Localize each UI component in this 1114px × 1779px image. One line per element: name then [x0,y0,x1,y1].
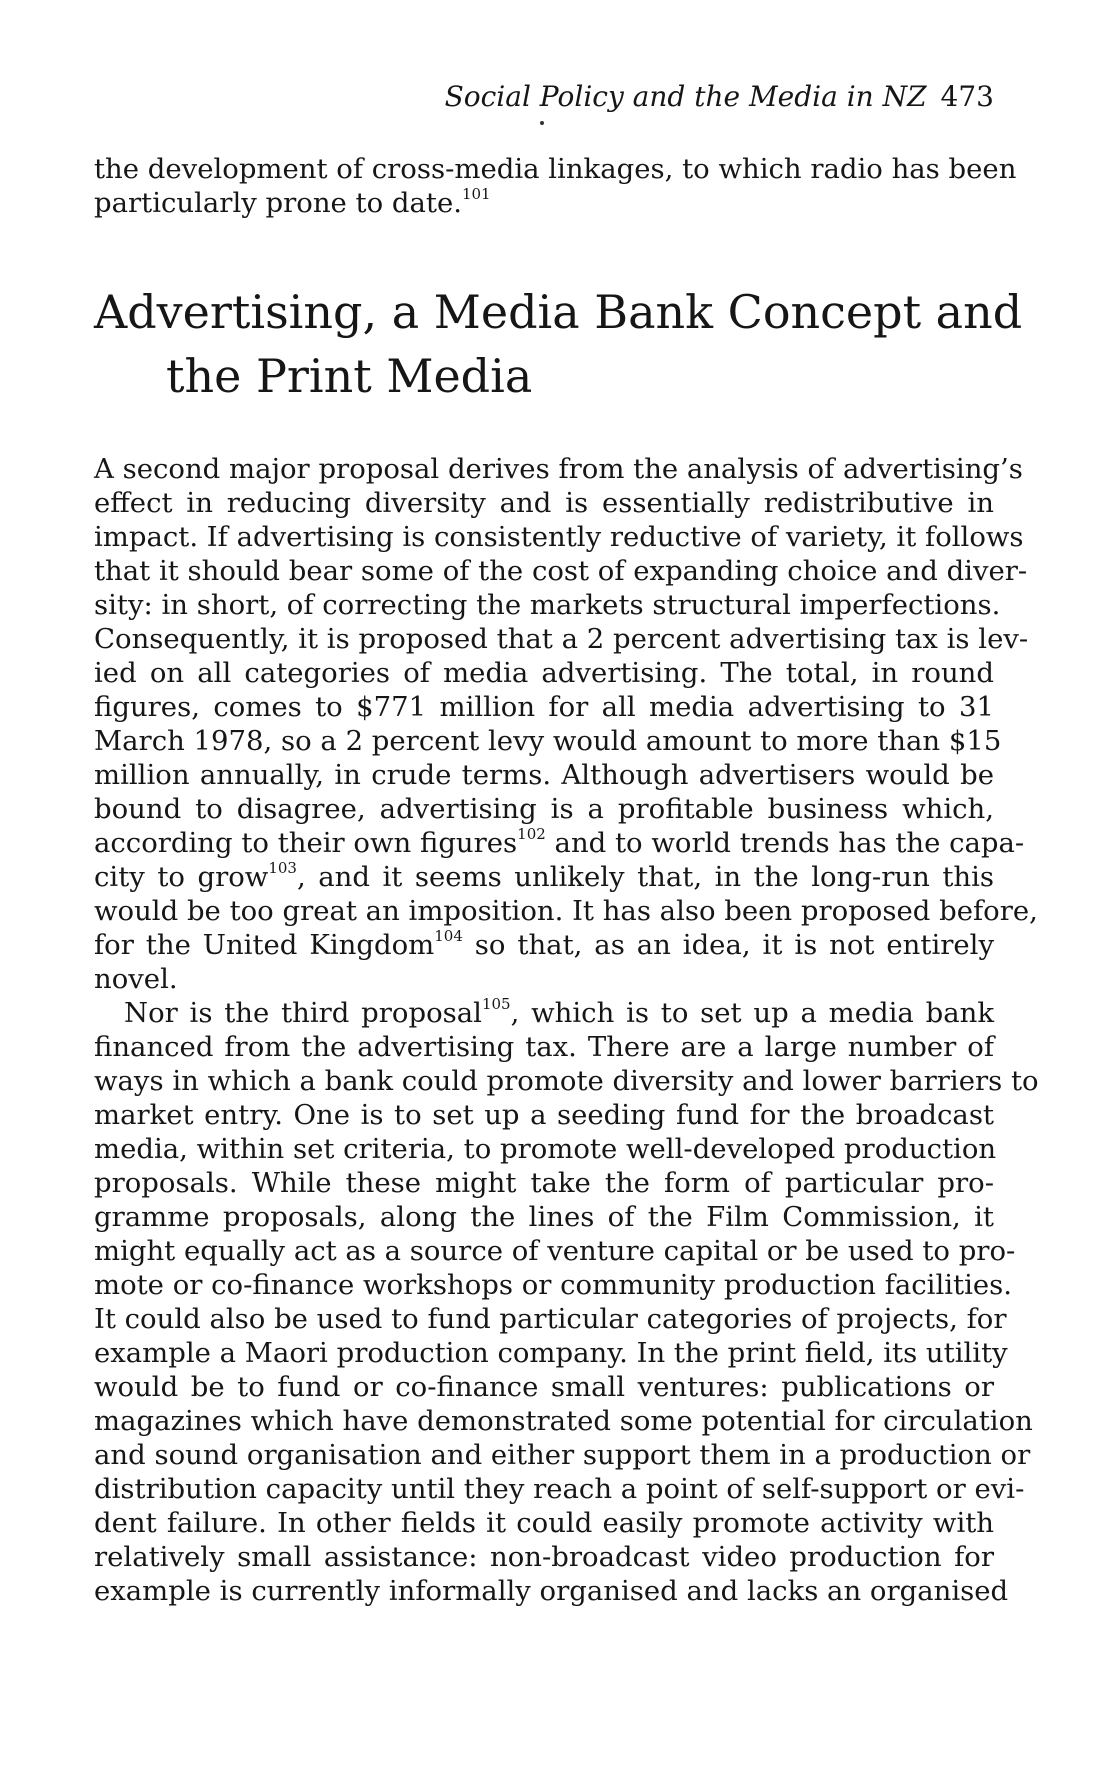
text-fragment: particularly prone to date. [94,187,462,219]
text-fragment: city to grow [94,861,269,893]
heading-line-2: the Print Media [166,349,533,403]
footnote-ref-105: 105 [481,995,511,1013]
text-line: effect in reducing diversity and is essentially redistributive in [94,487,994,519]
text-line: sity: in short, of correcting the markets structural imperfections. [94,589,1001,621]
paragraph-media-bank [94,995,1039,1608]
text-line [94,860,994,894]
text-line: magazines which have demonstrated some potential for circulation [94,1405,1033,1437]
text-line: dent failure. In other fields it could easily promote activity with [94,1507,994,1539]
book-page [94,80,1039,1608]
text-line: media, within set criteria, to promote well-developed production [94,1133,997,1165]
text-line: novel. [94,963,178,995]
text-line: market entry. One is to set up a seeding fund for the broadcast [94,1099,994,1131]
text-line: distribution capacity until they reach a point of self-support or evi- [94,1473,1025,1505]
text-line: million annually, in crude terms. Although advertisers would be [94,759,994,791]
text-line: relatively small assistance: non-broadcast video production for [94,1541,994,1573]
text-line: March 1978, so a 2 percent levy would amount to more than $15 [94,725,1002,757]
text-line [94,186,994,220]
text-line: ied on all categories of media advertising. The total, in round [94,657,994,689]
text-line: financed from the advertising tax. There are a large number of [94,1031,994,1063]
footnote-ref-101: 101 [461,185,491,203]
footnote-ref-102: 102 [517,825,546,843]
text-fragment: , which is to set up a media bank [510,997,994,1029]
carryover-paragraph [94,152,1017,220]
text-line [94,928,994,962]
text-line: figures, comes to $771 million for all media advertising to 31 [94,691,994,723]
text-line: that it should bear some of the cost of expanding choice and diver- [94,555,1028,587]
text-line: would be to fund or co-finance small ventures: publications or [94,1371,994,1403]
running-head [94,80,994,120]
text-line: the development of cross-media linkages, to which radio has been [94,153,1017,185]
text-fragment: so that, as an idea, it is not entirely [462,929,994,961]
text-line: Consequently, it is proposed that a 2 percent advertising tax is lev- [94,623,1029,655]
text-line: might equally act as a source of venture capital or be used to pro- [94,1235,1016,1267]
text-line: bound to disagree, advertising is a profitable business which, [94,793,994,825]
text-line: A second major proposal derives from the analysis of advertising’s [94,453,1023,485]
text-line: and sound organisation and either support them in a production or [94,1439,1031,1471]
text-fragment: Nor is the third proposal [124,997,482,1029]
text-fragment: according to their own figures [94,827,518,859]
text-line [94,996,994,1030]
text-line: impact. If advertising is consistently reductive of variety, it follows [94,521,1024,553]
text-fragment: for the United Kingdom [94,929,435,961]
paragraph-advertising-tax [94,452,1038,996]
text-line: example is currently informally organised and lacks an organised [94,1575,1009,1607]
text-line [94,825,1025,860]
text-line: gramme proposals, along the lines of the Film Commission, it [94,1201,994,1233]
text-fragment: and to world trends has the capa- [545,827,1025,859]
section-heading [94,280,1023,408]
running-head-title: Social Policy and the Media in NZ [444,80,927,113]
text-line: example a Maori production company. In the print field, its utility [94,1337,1008,1369]
page-number: 473 [940,80,994,113]
text-line: would be too great an imposition. It has also been proposed before, [94,895,1038,927]
text-fragment: , and it seems unlikely that, in the long-run this [296,861,994,893]
text-line: proposals. While these might take the form of particular pro- [94,1167,994,1199]
text-line: mote or co-finance workshops or community production facilities. [94,1269,1013,1301]
footnote-ref-104: 104 [434,927,463,945]
footnote-ref-103: 103 [268,859,297,877]
text-line: It could also be used to fund particular categories of projects, for [94,1303,1007,1335]
heading-line-1: Advertising, a Media Bank Concept and [94,285,1023,339]
text-line: ways in which a bank could promote diversity and lower barriers to [94,1065,1039,1097]
